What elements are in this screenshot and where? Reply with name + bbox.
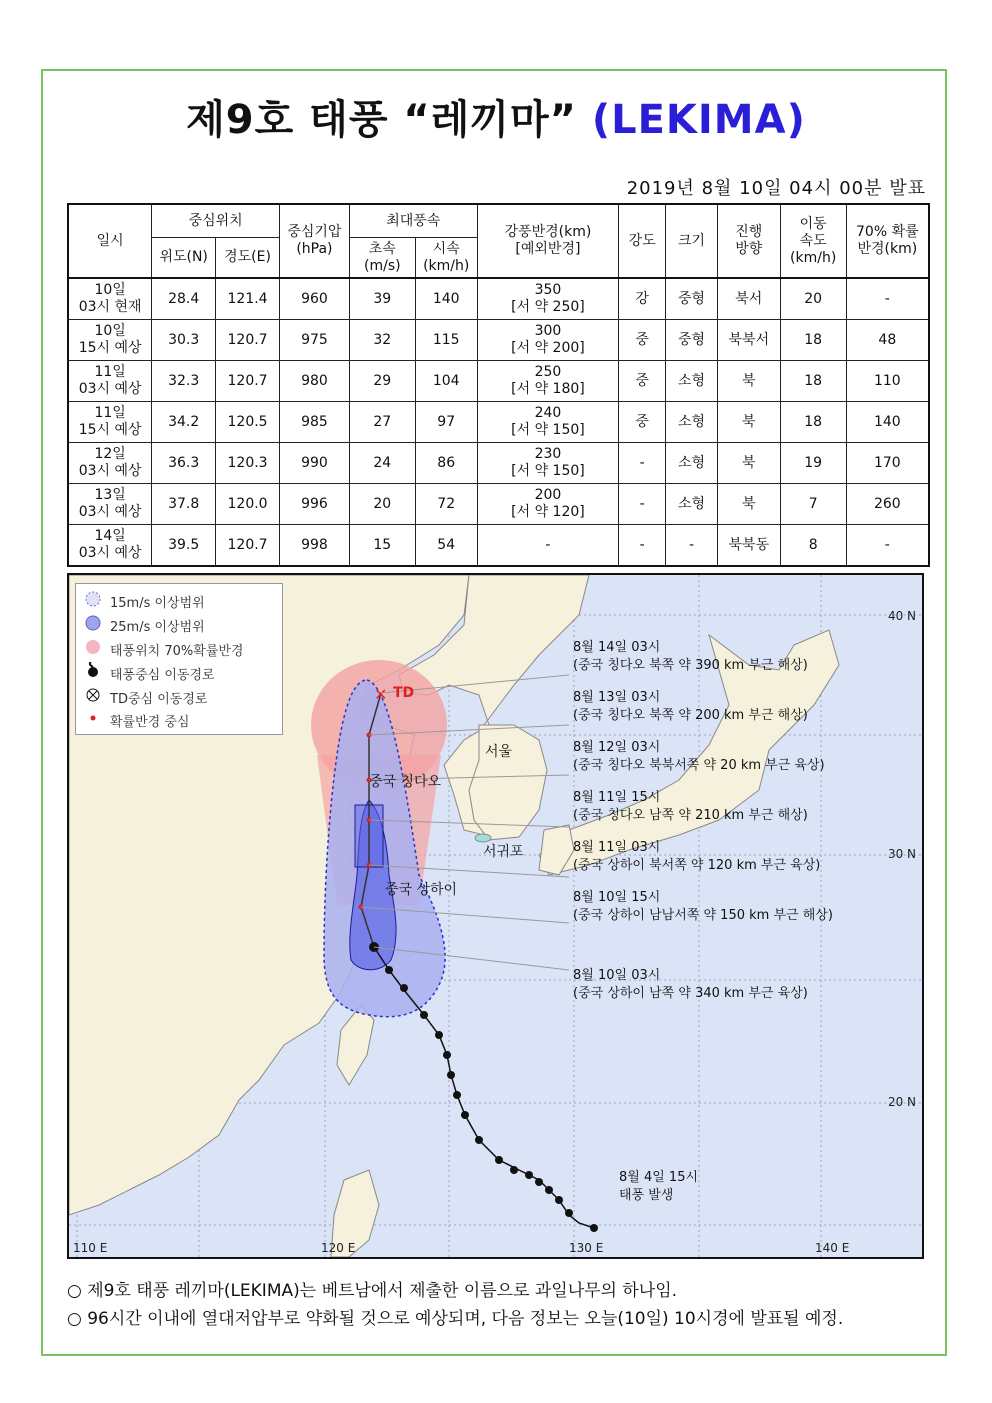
- legend-label: 25m/s 이상범위: [110, 619, 205, 635]
- lat-label-40: 40 N: [887, 609, 916, 623]
- cell-lat: 37.8: [152, 484, 216, 525]
- cell-kmh: 72: [415, 484, 477, 525]
- lon-label-120: 120 E: [321, 1241, 356, 1255]
- title-korean: 제9호 태풍 “레끼마”: [186, 97, 577, 143]
- cell-speed: 18: [780, 320, 846, 361]
- typhoon-symbol-icon: [84, 664, 102, 682]
- cell-dir: 북: [717, 361, 780, 402]
- place-td: TD: [393, 685, 415, 701]
- header-prob: 70% 확률 반경(km): [846, 204, 929, 278]
- cell-time: 11일 03시 예상: [68, 361, 152, 402]
- note-2: ○ 96시간 이내에 열대저압부로 약화될 것으로 예상되며, 다음 정보는 오늘(10일) 10시경에 발표될 예정.: [67, 1309, 844, 1329]
- cell-prob: 260: [846, 484, 929, 525]
- cell-lat: 36.3: [152, 443, 216, 484]
- annotation-13-03: 8월 13일 03시 (중국 칭다오 북쪽 약 200 km 부근 해상): [573, 690, 808, 723]
- table-row: [68, 484, 929, 525]
- legend-label: 태풍위치 70%확률반경: [110, 643, 244, 659]
- table-row: [68, 278, 929, 320]
- cell-lon: 120.7: [216, 320, 280, 361]
- cell-size: 소형: [666, 484, 718, 525]
- header-kmh: 시속 (km/h): [415, 238, 477, 279]
- cell-lon: 120.0: [216, 484, 280, 525]
- legend-label: 15m/s 이상범위: [110, 595, 205, 611]
- header-radius: 강풍반경(km) [예외반경]: [477, 204, 619, 278]
- cell-lon: 121.4: [216, 278, 280, 320]
- annotation-14-03: 8월 14일 03시 (중국 칭다오 북쪽 약 390 km 부근 해상): [573, 640, 808, 673]
- table-row: [68, 402, 929, 443]
- place-seoul: 서울: [485, 744, 513, 760]
- cell-lat: 28.4: [152, 278, 216, 320]
- legend-item-15ms: [84, 590, 205, 612]
- cell-ms: 29: [349, 361, 415, 402]
- cell-time: 12일 03시 예상: [68, 443, 152, 484]
- cell-kmh: 140: [415, 278, 477, 320]
- header-center: 중심위치: [152, 204, 280, 238]
- cell-size: 소형: [666, 402, 718, 443]
- cell-str: -: [619, 525, 666, 567]
- cell-prob: 48: [846, 320, 929, 361]
- cell-p: 990: [280, 443, 350, 484]
- annotation-11-03: 8월 11일 03시 (중국 상하이 북서쪽 약 120 km 부근 육상): [573, 840, 821, 873]
- cell-dir: 북: [717, 484, 780, 525]
- cell-speed: 7: [780, 484, 846, 525]
- cell-speed: 19: [780, 443, 846, 484]
- td-symbol-icon: [84, 688, 102, 706]
- cell-p: 960: [280, 278, 350, 320]
- cell-speed: 18: [780, 402, 846, 443]
- lon-label-130: 130 E: [569, 1241, 604, 1255]
- annotation-11-15: 8월 11일 15시 (중국 칭다오 남쪽 약 210 km 부근 해상): [573, 790, 808, 823]
- header-maxwind: 최대풍속: [349, 204, 477, 238]
- cell-kmh: 86: [415, 443, 477, 484]
- dotted-circle-icon: [84, 592, 102, 610]
- cell-dir: 북북서: [717, 320, 780, 361]
- cell-lat: 32.3: [152, 361, 216, 402]
- cell-dir: 북: [717, 443, 780, 484]
- cell-prob: 140: [846, 402, 929, 443]
- issued-time: 2019년 8월 10일 04시 00분 발표: [626, 178, 926, 199]
- td-marker-icon: ✕: [374, 685, 388, 704]
- cell-lon: 120.7: [216, 525, 280, 567]
- cell-lat: 34.2: [152, 402, 216, 443]
- pink-circle-icon: [84, 640, 102, 658]
- cell-size: -: [666, 525, 718, 567]
- cell-time: 13일 03시 예상: [68, 484, 152, 525]
- cell-radius: 240 [서 약 150]: [477, 402, 619, 443]
- place-shanghai: 중국 상하이: [385, 882, 458, 898]
- cell-kmh: 54: [415, 525, 477, 567]
- header-ms: 초속 (m/s): [349, 238, 415, 279]
- legend-item-25ms: [84, 614, 205, 636]
- cell-prob: -: [846, 278, 929, 320]
- cell-prob: 170: [846, 443, 929, 484]
- lon-label-110: 110 E: [73, 1241, 108, 1255]
- cell-size: 중형: [666, 278, 718, 320]
- cell-ms: 39: [349, 278, 415, 320]
- legend-label: TD중심 이동경로: [110, 691, 208, 707]
- cell-str: 중: [619, 402, 666, 443]
- cell-size: 소형: [666, 361, 718, 402]
- cell-speed: 8: [780, 525, 846, 567]
- cell-p: 980: [280, 361, 350, 402]
- cell-str: 중: [619, 320, 666, 361]
- cell-str: -: [619, 443, 666, 484]
- cell-speed: 18: [780, 361, 846, 402]
- cell-time: 11일 15시 예상: [68, 402, 152, 443]
- cell-lat: 39.5: [152, 525, 216, 567]
- cell-kmh: 115: [415, 320, 477, 361]
- legend-item-td: [84, 686, 207, 708]
- track-map: [67, 573, 924, 1259]
- cell-p: 996: [280, 484, 350, 525]
- legend-item-center: [84, 709, 189, 731]
- cell-radius: 230 [서 약 150]: [477, 443, 619, 484]
- cell-lon: 120.7: [216, 361, 280, 402]
- annotation-12-03: 8월 12일 03시 (중국 칭다오 북북서쪽 약 20 km 부근 육상): [573, 740, 825, 773]
- cell-radius: 250 [서 약 180]: [477, 361, 619, 402]
- cell-radius: 200 [서 약 120]: [477, 484, 619, 525]
- place-qingdao: 중국 칭다오: [369, 774, 442, 790]
- header-strength: 강도: [619, 204, 666, 278]
- cell-str: -: [619, 484, 666, 525]
- cell-size: 중형: [666, 320, 718, 361]
- cell-dir: 북서: [717, 278, 780, 320]
- cell-ms: 20: [349, 484, 415, 525]
- cell-str: 강: [619, 278, 666, 320]
- cell-prob: -: [846, 525, 929, 567]
- legend-item-track: [84, 662, 215, 684]
- red-dot-icon: [84, 711, 102, 729]
- cell-kmh: 104: [415, 361, 477, 402]
- legend-item-prob: [84, 638, 244, 660]
- header-lon: 경도(E): [216, 238, 280, 279]
- table-row: [68, 443, 929, 484]
- cell-lon: 120.3: [216, 443, 280, 484]
- cell-size: 소형: [666, 443, 718, 484]
- header-size: 크기: [666, 204, 718, 278]
- page-title: [0, 88, 992, 145]
- cell-radius: 300 [서 약 200]: [477, 320, 619, 361]
- table-row: [68, 361, 929, 402]
- cell-radius: -: [477, 525, 619, 567]
- lon-label-140: 140 E: [815, 1241, 850, 1255]
- cell-ms: 24: [349, 443, 415, 484]
- annotation-10-03: 8월 10일 03시 (중국 상하이 남쪽 약 340 km 부근 육상): [573, 968, 808, 1001]
- cell-lat: 30.3: [152, 320, 216, 361]
- notes: [67, 1277, 843, 1333]
- legend-label: 태풍중심 이동경로: [110, 667, 215, 683]
- header-pressure: 중심기압 (hPa): [280, 204, 350, 278]
- cell-lon: 120.5: [216, 402, 280, 443]
- cell-p: 985: [280, 402, 350, 443]
- forecast-table: [67, 203, 930, 567]
- cell-p: 998: [280, 525, 350, 567]
- annotation-10-15: 8월 10일 15시 (중국 상하이 남남서쪽 약 150 km 부근 해상): [573, 890, 833, 923]
- header-time: 일시: [68, 204, 152, 278]
- header-lat: 위도(N): [152, 238, 216, 279]
- legend-label: 확률반경 중심: [110, 714, 190, 730]
- cell-time: 10일 03시 현재: [68, 278, 152, 320]
- header-direction: 진행 방향: [717, 204, 780, 278]
- cell-ms: 27: [349, 402, 415, 443]
- cell-dir: 북북동: [717, 525, 780, 567]
- cell-dir: 북: [717, 402, 780, 443]
- title-english: (LEKIMA): [591, 97, 806, 143]
- table-row: [68, 320, 929, 361]
- cell-radius: 350 [서 약 250]: [477, 278, 619, 320]
- place-seogwipo: 서귀포: [483, 844, 524, 860]
- cell-ms: 32: [349, 320, 415, 361]
- cell-str: 중: [619, 361, 666, 402]
- cell-time: 10일 15시 예상: [68, 320, 152, 361]
- cell-speed: 20: [780, 278, 846, 320]
- cell-time: 14일 03시 예상: [68, 525, 152, 567]
- annotation-genesis: 8월 4일 15시 태풍 발생: [619, 1170, 699, 1203]
- map-legend: [75, 583, 283, 735]
- land-taiwan: [337, 1005, 374, 1085]
- cell-kmh: 97: [415, 402, 477, 443]
- cell-p: 975: [280, 320, 350, 361]
- lat-label-20: 20 N: [887, 1095, 916, 1109]
- cell-prob: 110: [846, 361, 929, 402]
- lat-label-30: 30 N: [887, 847, 916, 861]
- table-row: [68, 525, 929, 567]
- note-1: ○ 제9호 태풍 레끼마(LEKIMA)는 베트남에서 제출한 이름으로 과일나무의 하나임.: [67, 1281, 678, 1301]
- blue-circle-icon: [84, 616, 102, 634]
- header-speed: 이동 속도 (km/h): [780, 204, 846, 278]
- cell-ms: 15: [349, 525, 415, 567]
